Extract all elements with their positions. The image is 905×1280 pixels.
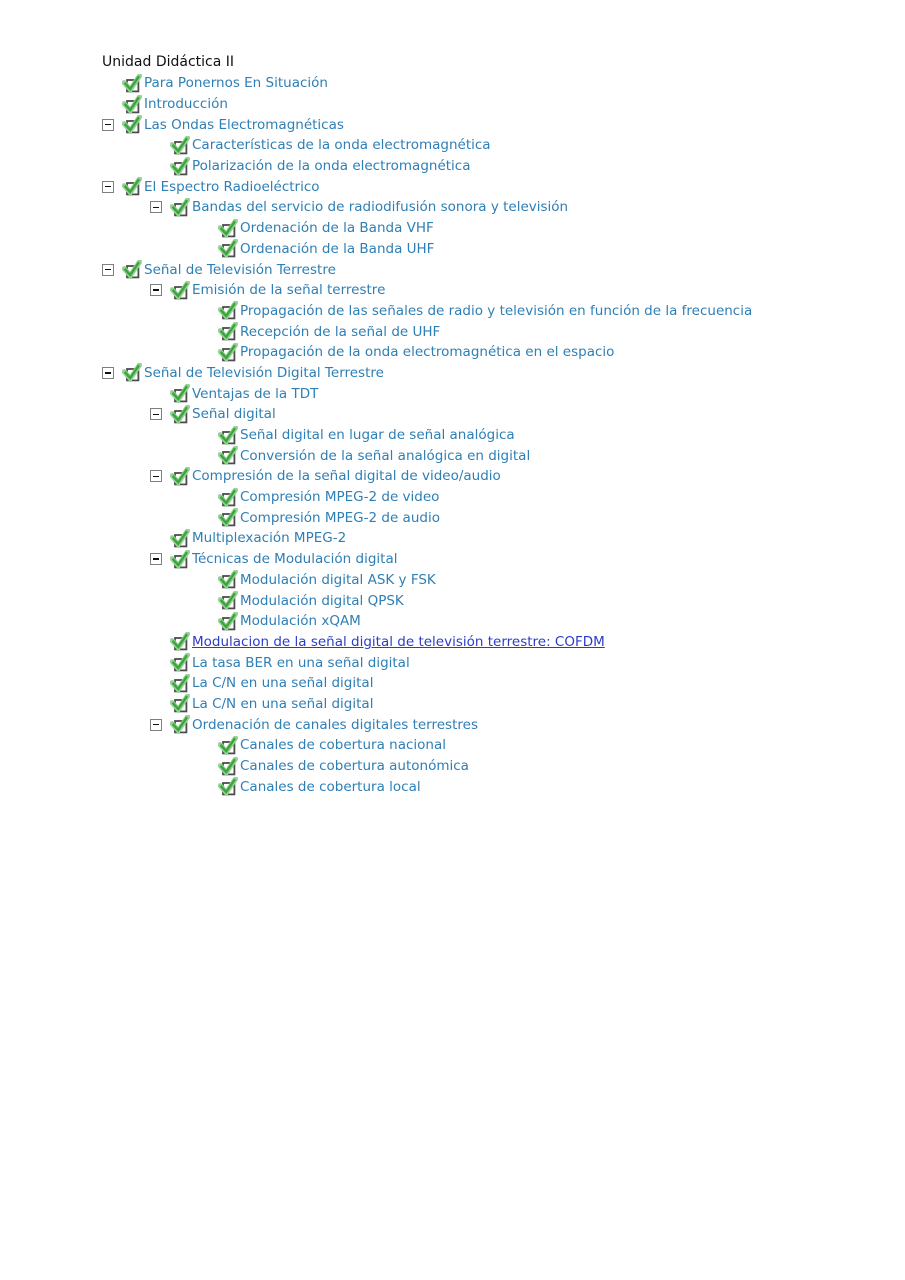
minus-glyph [105,124,111,126]
tree-item-link[interactable] [170,674,373,693]
checked-checkbox-icon [218,757,238,776]
checked-checkbox-icon [218,219,238,238]
tree-item-row [102,570,905,591]
minus-glyph [153,476,159,478]
tree-item-row [102,673,905,694]
tree-item-label: Polarización de la onda electromagnética [192,158,471,175]
tree-item-row [102,280,905,301]
collapse-minus-icon[interactable] [150,719,162,731]
tree-item-label: Introducción [144,96,228,113]
tree-item-row [102,135,905,156]
tree-item-label: Señal digital en lugar de señal analógica [240,427,515,444]
checked-checkbox-icon [218,591,238,610]
tree-item-link[interactable] [170,198,568,217]
tree-item-label: Compresión MPEG-2 de video [240,489,440,506]
tree-item-row [102,321,905,342]
tree-item-row [102,735,905,756]
checked-checkbox-icon [218,508,238,527]
tree-item-label: La tasa BER en una señal digital [192,654,410,671]
checked-checkbox-icon [218,777,238,796]
tree-item-label: Recepción de la señal de UHF [240,323,441,340]
checked-checkbox-icon [170,715,190,734]
tree-item-label: El Espectro Radioeléctrico [144,178,320,195]
tree-item-row [102,528,905,549]
tree-item-label: Técnicas de Modulación digital [192,551,398,568]
tree-item-link[interactable] [170,136,491,155]
checked-checkbox-icon [218,239,238,258]
checked-checkbox-icon [170,136,190,155]
tree-item-link[interactable] [218,426,515,445]
tree-item-link[interactable] [218,446,530,465]
tree-item-label: Ordenación de canales digitales terrestres [192,716,478,733]
tree-item-link[interactable] [122,95,228,114]
tree-item-link[interactable] [218,488,439,507]
checked-checkbox-icon [218,488,238,507]
checked-checkbox-icon [122,95,142,114]
tree-item-label: Características de la onda electromagnética [192,137,491,154]
tree-item-row [102,156,905,177]
tree-item-row [102,694,905,715]
checked-checkbox-icon [170,384,190,403]
checked-checkbox-icon [122,363,142,382]
tree-item-label: Modulación xQAM [240,613,361,630]
minus-glyph [153,289,159,291]
minus-glyph [105,269,111,271]
tree-item-link[interactable] [170,405,276,424]
tree-item-label: La C/N en una señal digital [192,695,374,712]
collapse-minus-icon[interactable] [102,367,114,379]
collapse-minus-icon[interactable] [102,181,114,193]
tree-item-row [102,611,905,632]
tree-item-label: Emisión de la señal terrestre [192,282,386,299]
tree-item-row [102,590,905,611]
tree-item-row [102,445,905,466]
tree-item-link[interactable] [170,281,385,300]
tree-item-link[interactable] [170,694,373,713]
checked-checkbox-icon [218,736,238,755]
tree-item-link[interactable] [170,529,346,548]
tree-item-label: La C/N en una señal digital [192,675,374,692]
tree-item-row [102,363,905,384]
tree-item-link[interactable] [170,157,471,176]
tree-item-link[interactable] [218,757,469,776]
tree-item-row [102,466,905,487]
checked-checkbox-icon [218,426,238,445]
tree-item-label: Canales de cobertura autonómica [240,758,469,775]
checked-checkbox-icon [122,74,142,93]
minus-glyph [153,724,159,726]
checked-checkbox-icon [170,198,190,217]
tree-item-row [102,507,905,528]
tree-item-label: Ordenación de la Banda UHF [240,240,435,257]
tree-item-label: Ventajas de la TDT [192,385,319,402]
tree-item-row [102,714,905,735]
tree-item-link[interactable] [218,736,446,755]
checked-checkbox-icon [170,157,190,176]
tree-item-row [102,549,905,570]
tree-item-label: Bandas del servicio de radiodifusión sonora y televisión [192,199,569,216]
tree-item-row [102,259,905,280]
tree-item-label: Ordenación de la Banda VHF [240,220,434,237]
tree-item-link[interactable] [218,239,434,258]
tree-item-link[interactable] [170,653,410,672]
tree-item-link[interactable] [218,777,421,796]
page-title: Unidad Didáctica II [102,54,235,70]
tree-item-label: Señal de Televisión Terrestre [144,261,336,278]
collapse-minus-icon[interactable] [150,408,162,420]
checked-checkbox-icon [218,446,238,465]
tree-item-label: Para Ponernos En Situación [144,75,328,92]
checked-checkbox-icon [170,653,190,672]
minus-glyph [153,207,159,209]
checked-checkbox-icon [218,322,238,341]
tree-item-row [102,383,905,404]
checked-checkbox-icon [122,260,142,279]
tree-item-label: Compresión de la señal digital de video/audio [192,468,501,485]
tree-item-link[interactable] [218,570,436,589]
checked-checkbox-icon [218,301,238,320]
collapse-minus-icon[interactable] [102,264,114,276]
tree-item-row [102,197,905,218]
tree-item-label: Modulación digital ASK y FSK [240,571,436,588]
tree-item-row [102,776,905,797]
tree-item-row [102,425,905,446]
tree-item-row [102,239,905,260]
checked-checkbox-icon [170,529,190,548]
collapse-minus-icon[interactable] [150,284,162,296]
tree-item-link[interactable] [218,343,614,362]
tree-item-link[interactable] [122,74,328,93]
checked-checkbox-icon [170,550,190,569]
minus-glyph [153,414,159,416]
tree-item-row [102,487,905,508]
tree-item-row [102,301,905,322]
collapse-minus-icon[interactable] [150,553,162,565]
tree-item-label: Las Ondas Electromagnéticas [144,116,344,133]
tree-item-link[interactable] [122,177,320,196]
tree-item-label: Canales de cobertura nacional [240,737,446,754]
checked-checkbox-icon [170,281,190,300]
tree-item-row [102,632,905,653]
checked-checkbox-icon [170,674,190,693]
tree-item-link[interactable] [218,591,404,610]
tree-item-link[interactable] [122,260,336,279]
checked-checkbox-icon [122,115,142,134]
tree-item-label: Conversión de la señal analógica en digital [240,447,531,464]
tree-item-link[interactable] [122,115,344,134]
tree-item-row [102,218,905,239]
minus-glyph [105,186,111,188]
collapse-minus-icon[interactable] [150,201,162,213]
tree-item-label: Compresión MPEG-2 de audio [240,509,440,526]
checked-checkbox-icon [170,694,190,713]
collapse-minus-icon[interactable] [150,470,162,482]
tree-item-link[interactable] [218,508,440,527]
tree-item-row [102,342,905,363]
tree-item-row [102,652,905,673]
tree-item-label: Canales de cobertura local [240,778,421,795]
tree-item-link[interactable] [170,384,318,403]
tree-item-label: Modulación digital QPSK [240,592,404,609]
tree-item-link[interactable] [170,550,397,569]
tree-item-link[interactable] [218,322,440,341]
collapse-minus-icon[interactable] [102,119,114,131]
tree-item-link[interactable] [218,612,361,631]
checked-checkbox-icon [218,570,238,589]
tree-item-label: Propagación de las señales de radio y televisión en función de la frecuencia [240,302,753,319]
course-tree [102,73,905,797]
tree-item-row [102,404,905,425]
minus-glyph [153,558,159,560]
checked-checkbox-icon [218,343,238,362]
tree-item-label: Señal de Televisión Digital Terrestre [144,364,384,381]
checked-checkbox-icon [170,467,190,486]
tree-item-row [102,73,905,94]
checked-checkbox-icon [122,177,142,196]
tree-item-link[interactable] [170,632,605,651]
tree-item-label: Propagación de la onda electromagnética en el espacio [240,344,615,361]
minus-glyph [105,372,111,374]
checked-checkbox-icon [218,612,238,631]
tree-item-link[interactable] [218,219,434,238]
tree-item-link[interactable] [218,301,752,320]
tree-item-link[interactable] [122,363,384,382]
tree-item-link[interactable] [170,715,478,734]
tree-item-label: Multiplexación MPEG-2 [192,530,347,547]
checked-checkbox-icon [170,632,190,651]
tree-item-row [102,756,905,777]
tree-item-link[interactable] [170,467,501,486]
tree-item-row [102,176,905,197]
tree-item-row [102,94,905,115]
checked-checkbox-icon [170,405,190,424]
tree-item-label: Modulacion de la señal digital de televisión terrestre: COFDM [192,633,605,650]
tree-item-row [102,114,905,135]
tree-item-label: Señal digital [192,406,276,423]
